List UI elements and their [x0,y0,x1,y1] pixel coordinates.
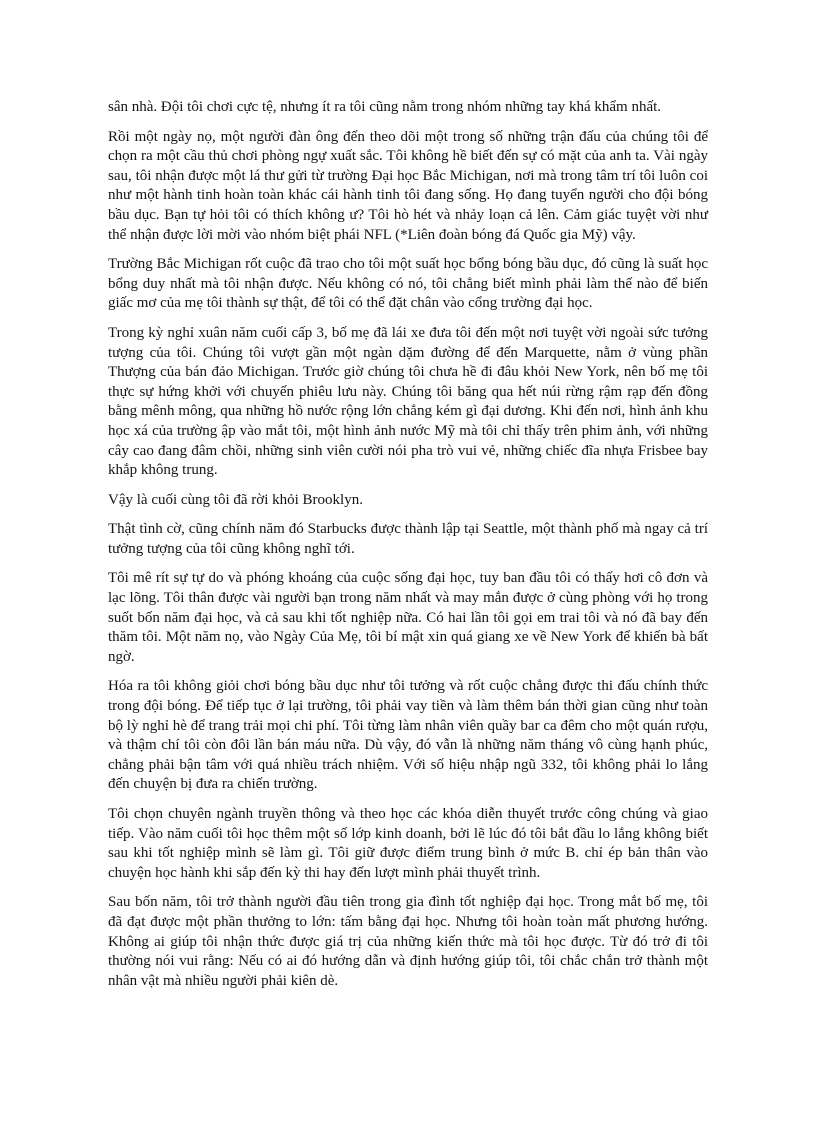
paragraph-8: Hóa ra tôi không giỏi chơi bóng bầu dục như tôi tưởng và rốt cuộc chẳng được thi đấu chính thức trong đội bóng. Để tiếp tục ở lại trường, tôi phải vay tiền và làm thêm bán thời gian cũng như toàn bộ lỳ nghỉ hè để trang trải mọi chi phí. Tôi từng làm nhân viên quầy bar ca đêm cho một quán rượu, và thậm chí tôi còn đôi lần bán máu nữa. Dù vậy, đó vẫn là những năm tháng vô cùng hạnh phúc, chẳng phải bận tâm với quá nhiều trách nhiệm. Với số hiệu nhập ngũ 332, tôi không phải lo lắng đến chuyện bị đưa ra chiến trường. [108,678,708,793]
paragraph-1: sân nhà. Đội tôi chơi cực tệ, nhưng ít ra tôi cũng nằm trong nhóm những tay khá khẩm nhất. [108,99,662,115]
paragraph-4: Trong kỳ nghỉ xuân năm cuối cấp 3, bố mẹ đã lái xe đưa tôi đến một nơi tuyệt vời ngoài sức tưởng tượng của tôi. Chúng tôi vượt gần một ngàn dặm đường để đến Marquette, nằm ở vùng phần Thượng của bán đảo Michigan. Trước giờ chúng tôi chưa hề đi đâu khỏi New York, nên bố mẹ tôi thực sự hứng khởi với chuyến phiêu lưu này. Chúng tôi băng qua hết núi rừng rậm rạp đến đồng bằng mênh mông, qua những hồ nước rộng lớn chẳng kém gì đại dương. Khi đến nơi, hình ảnh khu học xá của trường ập vào mắt tôi, một hình ảnh nước Mỹ mà tôi chỉ thấy trên phim ảnh, với những cây cao đang đâm chồi, những sinh viên cười nói pha trò vui vẻ, những chiếc đĩa nhựa Frisbee bay khắp không trung. [108,324,708,479]
paragraph-5: Vậy là cuối cùng tôi đã rời khỏi Brooklyn. [108,491,363,508]
document-page [108,98,708,1001]
paragraph-6: Thật tình cờ, cũng chính năm đó Starbucks được thành lập tại Seattle, một thành phố mà ngay cả trí tưởng tượng của tôi cũng không nghĩ tới. [108,521,708,557]
paragraph-10: Sau bốn năm, tôi trở thành người đầu tiên trong gia đình tốt nghiệp đại học. Trong mắt bố mẹ, tôi đã đạt được một phần thưởng to lớn: tấm bằng đại học. Nhưng tôi hoàn toàn mất phương hướng. Không ai giúp tôi nhận thức được giá trị của những kiến thức mà tôi học được. Từ đó trở đi tôi thường nói vui rằng: Nếu có ai đó hướng dẫn và định hướng giúp tôi, tôi chắc chắn trở thành một nhân vật mà nhiều người phải kiên dè. [108,894,708,989]
paragraph-3: Trường Bắc Michigan rốt cuộc đã trao cho tôi một suất học bổng bóng bầu dục, đó cũng là suất học bổng duy nhất mà tôi nhận được. Nếu không có nó, tôi chẳng biết mình phải làm thế nào để biến giấc mơ của mẹ tôi thành sự thật, để tôi có thể đặt chân vào cổng trường đại học. [108,256,708,312]
paragraph-2: Rồi một ngày nọ, một người đàn ông đến theo dõi một trong số những trận đấu của chúng tôi để chọn ra một cầu thủ chơi phòng ngự xuất sắc. Tôi không hề biết đến sự có mặt của anh ta. Vài ngày sau, tôi nhận được một lá thư gửi từ trường Đại học Bắc Michigan, nơi mà trong tâm trí tôi luôn coi như một hành tinh hoàn toàn khác cái hành tinh tôi đang sống. Họ đang tuyển người cho đội bóng bầu dục. Bạn tự hỏi tôi có thích không ư? Tôi hò hét và nhảy loạn cả lên. Cảm giác tuyệt vời như thể nhận được lời mời vào nhóm biệt phái NFL (*Liên đoàn bóng đá Quốc gia Mỹ) vậy. [108,128,708,243]
paragraph-9: Tôi chọn chuyên ngành truyền thông và theo học các khóa diễn thuyết trước công chúng và giao tiếp. Vào năm cuối tôi học thêm một số lớp kinh doanh, bởi lẽ lúc đó tôi bắt đầu lo lắng không biết sau khi tốt nghiệp mình sẽ làm gì. Tôi giữ được điểm trung bình ở mức B. chỉ ép bản thân vào chuyện học hành khi sắp đến kỳ thi hay đến lượt mình phải thuyết trình. [108,806,708,881]
paragraph-7: Tôi mê rít sự tự do và phóng khoáng của cuộc sống đại học, tuy ban đầu tôi có thấy hơi cô đơn và lạc lõng. Tôi thân được vài người bạn trong năm nhất và may mắn được ở cùng phòng với họ trong suốt bốn năm đại học, và cả sau khi tốt nghiệp nữa. Có hai lần tôi gọi em trai tôi và nó đã bay đến thăm tôi. Một năm nọ, vào Ngày Của Mẹ, tôi bí mật xin quá giang xe về New York để khiến bà bất ngờ. [108,570,708,665]
